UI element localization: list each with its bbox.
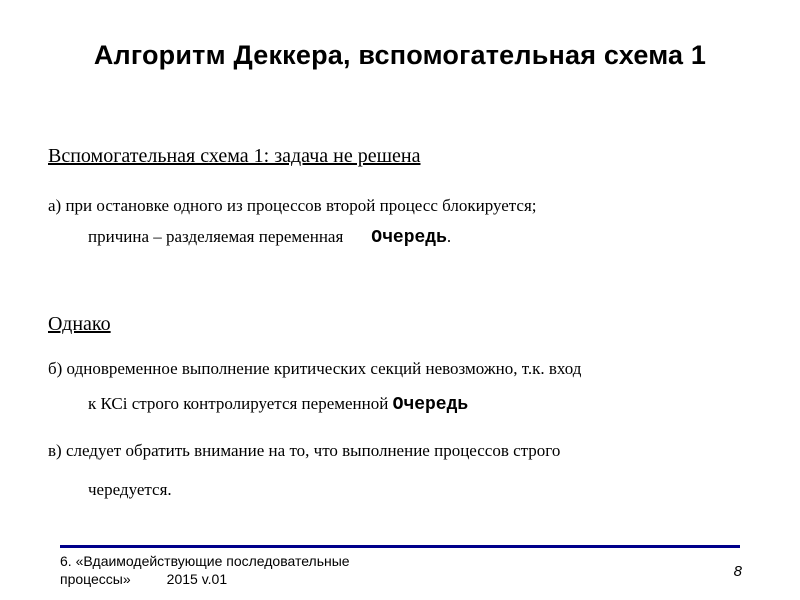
item-a-period: . — [446, 227, 452, 246]
item-a-line1: а) при остановке одного из процессов второй процесс блокируется; — [48, 196, 537, 215]
item-c-line1: в) следует обратить внимание на то, что выполнение процессов строго — [48, 441, 561, 460]
variable-ochered: Очередь — [371, 228, 447, 248]
variable-ochered: Очередь — [392, 395, 469, 415]
item-a-line2-text: причина – разделяемая переменная — [88, 227, 344, 246]
footer-version: 2015 v.01 — [166, 571, 228, 587]
footer-divider — [60, 545, 740, 548]
footer-course-part: процессы» — [60, 571, 131, 587]
section-heading-scheme: Вспомогательная схема 1: задача не решена — [48, 145, 421, 167]
item-c-line2: чередуется. — [88, 480, 172, 499]
item-b-line2-text: к КСi строго контролируется переменной — [88, 394, 389, 413]
slide-title: Алгоритм Деккера, вспомогательная схема 1 — [93, 40, 707, 70]
item-b-line1: б) одновременное выполнение критических секций невозможно, т.к. вход — [48, 359, 582, 378]
footer-line2 — [60, 570, 350, 588]
section-heading-however: Однако — [48, 313, 111, 335]
footer-line1: 6. «Вдаимодействующие последовательные — [60, 553, 350, 569]
item-a-line2 — [88, 227, 451, 248]
page-number: 8 — [733, 563, 742, 580]
footer-caption — [60, 552, 350, 588]
item-b-line2 — [88, 394, 468, 415]
